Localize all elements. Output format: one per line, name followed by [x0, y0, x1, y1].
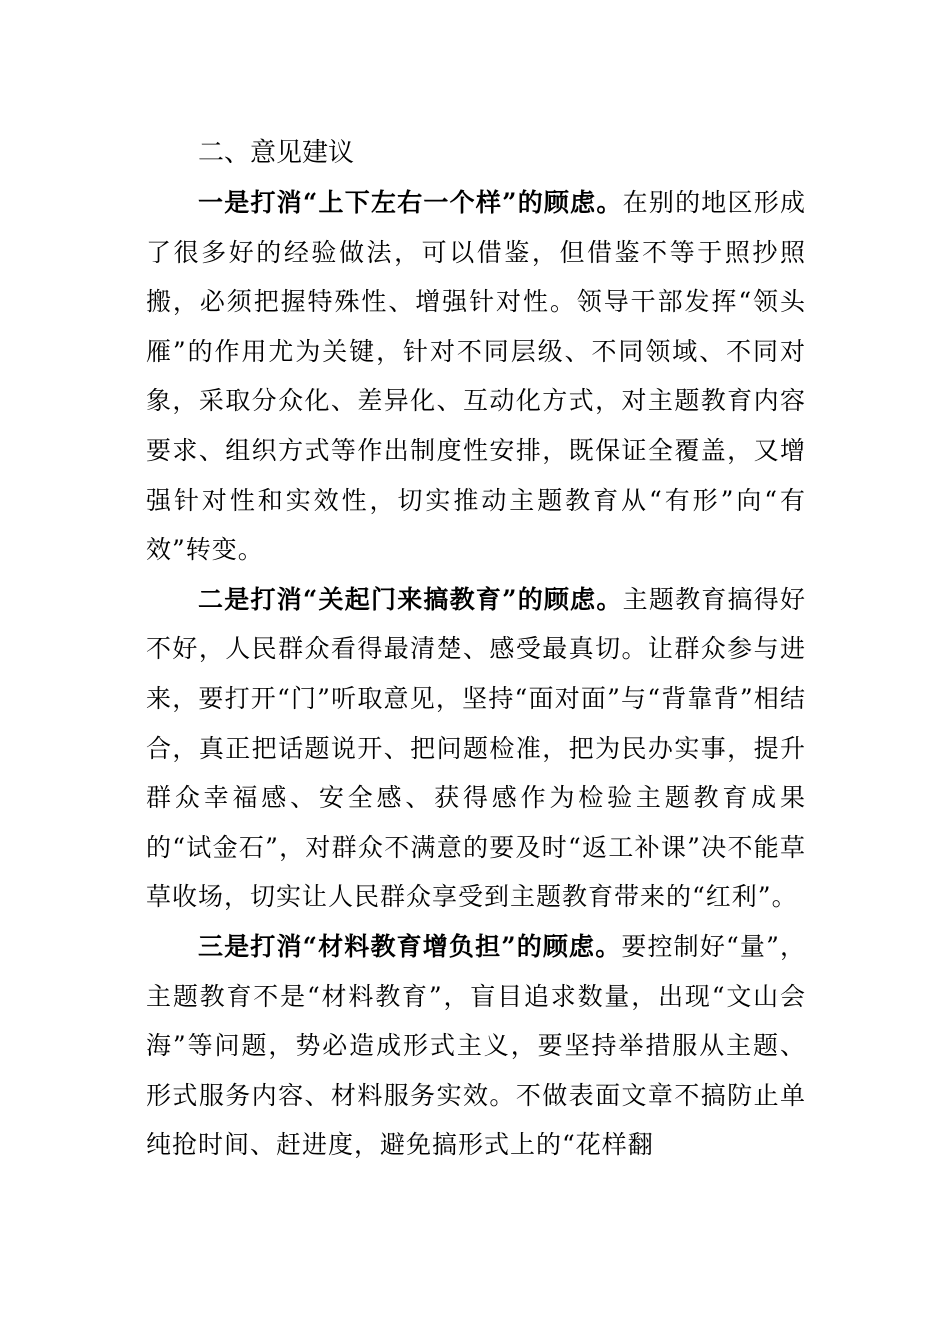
paragraph-3 — [146, 922, 806, 1170]
paragraph-3-body: 要控制好“量”，主题教育不是“材料教育”，盲目追求数量，出现“文山会海”等问题，势必造成形式主义，要坚持举措服从主题、形式服务内容、材料服务实效。不做表面文章不搞防止单纯抢时间、赶进度，避免搞形式上的“花样翻 — [146, 931, 807, 1160]
paragraph-2 — [146, 575, 806, 922]
paragraph-1 — [146, 178, 806, 575]
section-heading: 二、意见建议 — [198, 138, 355, 168]
paragraph-1-lead: 一是打消“上下左右一个样”的顾虑。 — [198, 188, 623, 217]
document-body — [146, 128, 806, 1170]
paragraph-3-lead: 三是打消“材料教育增负担”的顾虑。 — [198, 931, 622, 961]
paragraph-2-body: 主题教育搞得好不好，人民群众看得最清楚、感受最真切。让群众参与进来，要打开“门”听取意见，坚持“面对面”与“背靠背”相结合，真正把话题说开、把问题检准，把为民办实事，提升群众幸福感、安全感、获得感作为检验主题教育成果的“试金石”，对群众不满意的要及时“返工补课”决不能草草收场，切实让人民群众享受到主题教育带来的“红利”。 — [146, 584, 806, 912]
paragraph-2-lead: 二是打消“关起门来搞教育”的顾虑。 — [198, 584, 623, 614]
paragraph-1-body: 在别的地区形成了很多好的经验做法，可以借鉴，但借鉴不等于照抄照搬，必须把握特殊性、增强针对性。领导干部发挥“领头雁”的作用尤为关键，针对不同层级、不同领域、不同对象，采取分众化、差异化、互动化方式，对主题教育内容要求、组织方式等作出制度性安排，既保证全覆盖，又增强针对性和实效性，切实推动主题教育从“有形”向“有效”转变。 — [146, 188, 806, 565]
